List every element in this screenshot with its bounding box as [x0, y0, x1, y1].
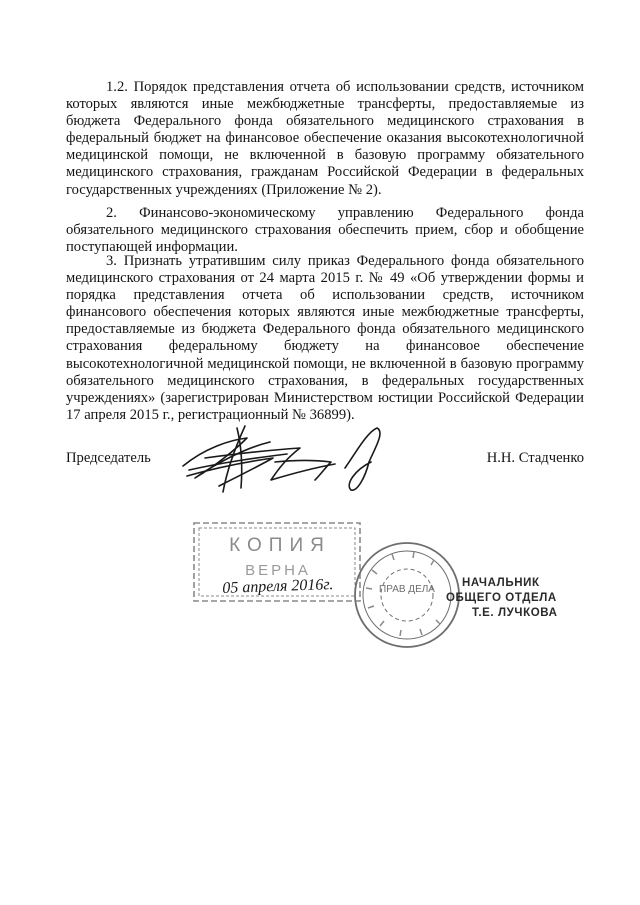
certification-title: НАЧАЛЬНИК [462, 577, 540, 589]
handwritten-signature [175, 418, 405, 498]
stamp-subtitle: ВЕРНА [245, 562, 311, 579]
stamp-title: КОПИЯ [229, 535, 331, 556]
paragraph-3: 3. Признать утратившим силу приказ Федерального фонда обязательного медицинского страхования от 24 марта 2015 г. № 49 «Об утверждении формы и порядка представления отчета об использовании средств, источником финансового обеспечения которых являются иные межбюджетные трансферты, предоставляемые из бюджета Федерального фонда обязательного медицинского страхования федеральному бюджету на финансовое обеспечение высокотехнологичной медицинской помощи, не включенной в базовую программу обязательного медицинского страхования, в федеральных государственных учреждениях» (зарегистрирован Министерством юстиции Российской Федерации 17 апреля 2015 г., регистрационный № 36899). [66, 253, 584, 423]
copy-verified-stamp [190, 517, 370, 612]
chairman-name: Н.Н. Стадченко [486, 450, 584, 466]
paragraph-1-2: 1.2. Порядок представления отчета об использовании средств, источником которых являются иные межбюджетные трансферты, предоставляемые из бюджета Федерального фонда обязательного медицинского страхования в федеральный бюджет на финансовое обеспечение оказания высокотехнологичной медицинской помощи, не включенной в базовую программу обязательного медицинского страхования, гражданам Российской Федерации в федеральных государственных учреждениях (Приложение № 2). [66, 79, 584, 198]
seal-inner-text: ПРАВ ДЕЛА [379, 584, 435, 595]
stamp-handwritten-date: 05 апреля 2016г. [222, 576, 334, 597]
certification-name: Т.Е. ЛУЧКОВА [472, 607, 558, 619]
paragraph-2: 2. Финансово-экономическому управлению Федерального фонда обязательного медицинского страхования обеспечить прием, сбор и обобщение поступающей информации. [66, 205, 584, 256]
chairman-label: Председатель [66, 450, 151, 466]
certification-department: ОБЩЕГО ОТДЕЛА [446, 592, 557, 604]
